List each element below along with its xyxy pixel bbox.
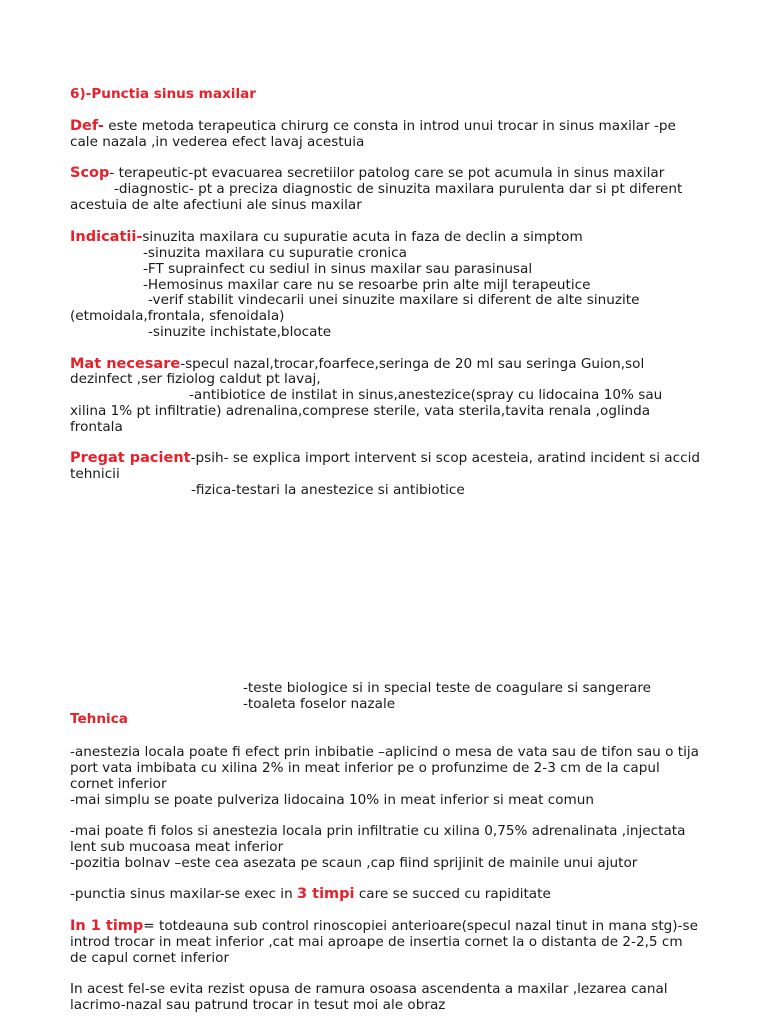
pregat-line-2: tehnicii: [70, 466, 120, 482]
indicatii-line-1: Indicatii-sinuzita maxilara cu supuratie acuta in faza de declin a simptom: [70, 229, 583, 245]
indicatii-line-7: -sinuzite inchistate,blocate: [148, 324, 332, 340]
tehnica-p2-line-3: -pozitia bolnav –este cea asezata pe scaun ,cap fiind sprijinit de mainile unui ajutor: [70, 855, 638, 871]
def-label: Def-: [70, 118, 104, 134]
timp1-line-1: In 1 timp= totdeauna sub control rinoscopiei anterioare(specul nazal tinut in mana stg)-se: [70, 918, 698, 934]
mat-label: Mat necesare: [70, 356, 181, 372]
pregat-line-4: -teste biologice si in special teste de coagulare si sangerare: [243, 680, 652, 696]
tehnica-p1-line-4: -mai simplu se poate pulveriza lidocaina 10% in meat inferior si meat comun: [70, 792, 595, 808]
tehnica-heading: Tehnica: [70, 711, 128, 727]
pregat-line-5: -toaleta foselor nazale: [243, 696, 396, 712]
scop-line-3: acestuia de alte afectiuni ale sinus maxilar: [70, 197, 362, 213]
mat-line-1: Mat necesare-specul nazal,trocar,foarfece,seringa de 20 ml sau seringa Guion,sol: [70, 356, 645, 372]
indicatii-line-3: -FT suprainfect cu sediul in sinus maxilar sau parasinusal: [143, 261, 533, 277]
indicatii-line-2: -sinuzita maxilara cu supuratie cronica: [143, 245, 407, 261]
timp1-line-3: de capul cornet inferior: [70, 950, 230, 966]
mat-line-2: dezinfect ,ser fiziolog caldut pt lavaj,: [70, 371, 321, 387]
section-title: 6)-Punctia sinus maxilar: [70, 86, 256, 102]
timp1-label: In 1 timp: [70, 918, 144, 934]
tehnica-p1-line-3: cornet inferior: [70, 776, 167, 792]
mat-line-4: xilina 1% pt infiltratie) adrenalina,comprese sterile, vata sterila,tavita renala ,oglinda: [70, 403, 651, 419]
pregat-label: Pregat pacient: [70, 450, 191, 466]
scop-line-1: Scop- terapeutic-pt evacuarea secretiilor patolog care se pot acumula in sinus maxilar: [70, 165, 665, 181]
indicatii-line-4: -Hemosinus maxilar care nu se resoarbe prin alte mijl terapeutice: [143, 277, 591, 293]
pregat-line-3: -fizica-testari la anestezice si antibiotice: [191, 482, 465, 498]
indicatii-line-6: (etmoidala,frontala, sfenoidala): [70, 308, 285, 324]
tehnica-p2-line-1: -mai poate fi folos si anestezia locala prin infiltratie cu xilina 0,75% adrenalinata ,injectata: [70, 823, 686, 839]
mat-line-5: frontala: [70, 419, 123, 435]
scop-line-2: -diagnostic- pt a preciza diagnostic de sinuzita maxilara purulenta dar si pt diferent: [114, 181, 683, 197]
indicatii-label: Indicatii-: [70, 229, 143, 245]
def-line-1: Def- este metoda terapeutica chirurg ce consta in introd unui trocar in sinus maxilar -pe: [70, 118, 676, 134]
indicatii-line-5: -verif stabilit vindecarii unei sinuzite maxilare si diferent de alte sinuzite: [148, 292, 640, 308]
tehnica-p2-line-2: lent sub mucoasa meat inferior: [70, 839, 284, 855]
final-line-2: lacrimo-nazal sau patrund trocar in tesut moi ale obraz: [70, 997, 446, 1013]
scop-label: Scop: [70, 165, 110, 181]
timpi-highlight: 3 timpi: [297, 886, 355, 902]
tehnica-p3-line: -punctia sinus maxilar-se exec in 3 timpi care se succed cu rapiditate: [70, 886, 551, 902]
mat-line-3: -antibiotice de instilat in sinus,anestezice(spray cu lidocaina 10% sau: [189, 387, 663, 403]
final-line-1: In acest fel-se evita rezist opusa de ramura osoasa ascendenta a maxilar ,lezarea canal: [70, 981, 668, 997]
timp1-line-2: introd trocar in meat inferior ,cat mai aproape de insertia cornet la o distanta de 2-2,5 cm: [70, 934, 683, 950]
tehnica-p1-line-1: -anestezia locala poate fi efect prin inbibatie –aplicind o mesa de vata sau de tifon sau o tija: [70, 744, 699, 760]
def-line-2: cale nazala ,in vederea efect lavaj acestuia: [70, 134, 365, 150]
pregat-line-1: Pregat pacient-psih- se explica import intervent si scop acesteia, aratind incident si accid: [70, 450, 700, 466]
tehnica-p1-line-2: port vata imbibata cu xilina 2% in meat inferior pe o profunzime de 2-3 cm de la capul: [70, 760, 660, 776]
